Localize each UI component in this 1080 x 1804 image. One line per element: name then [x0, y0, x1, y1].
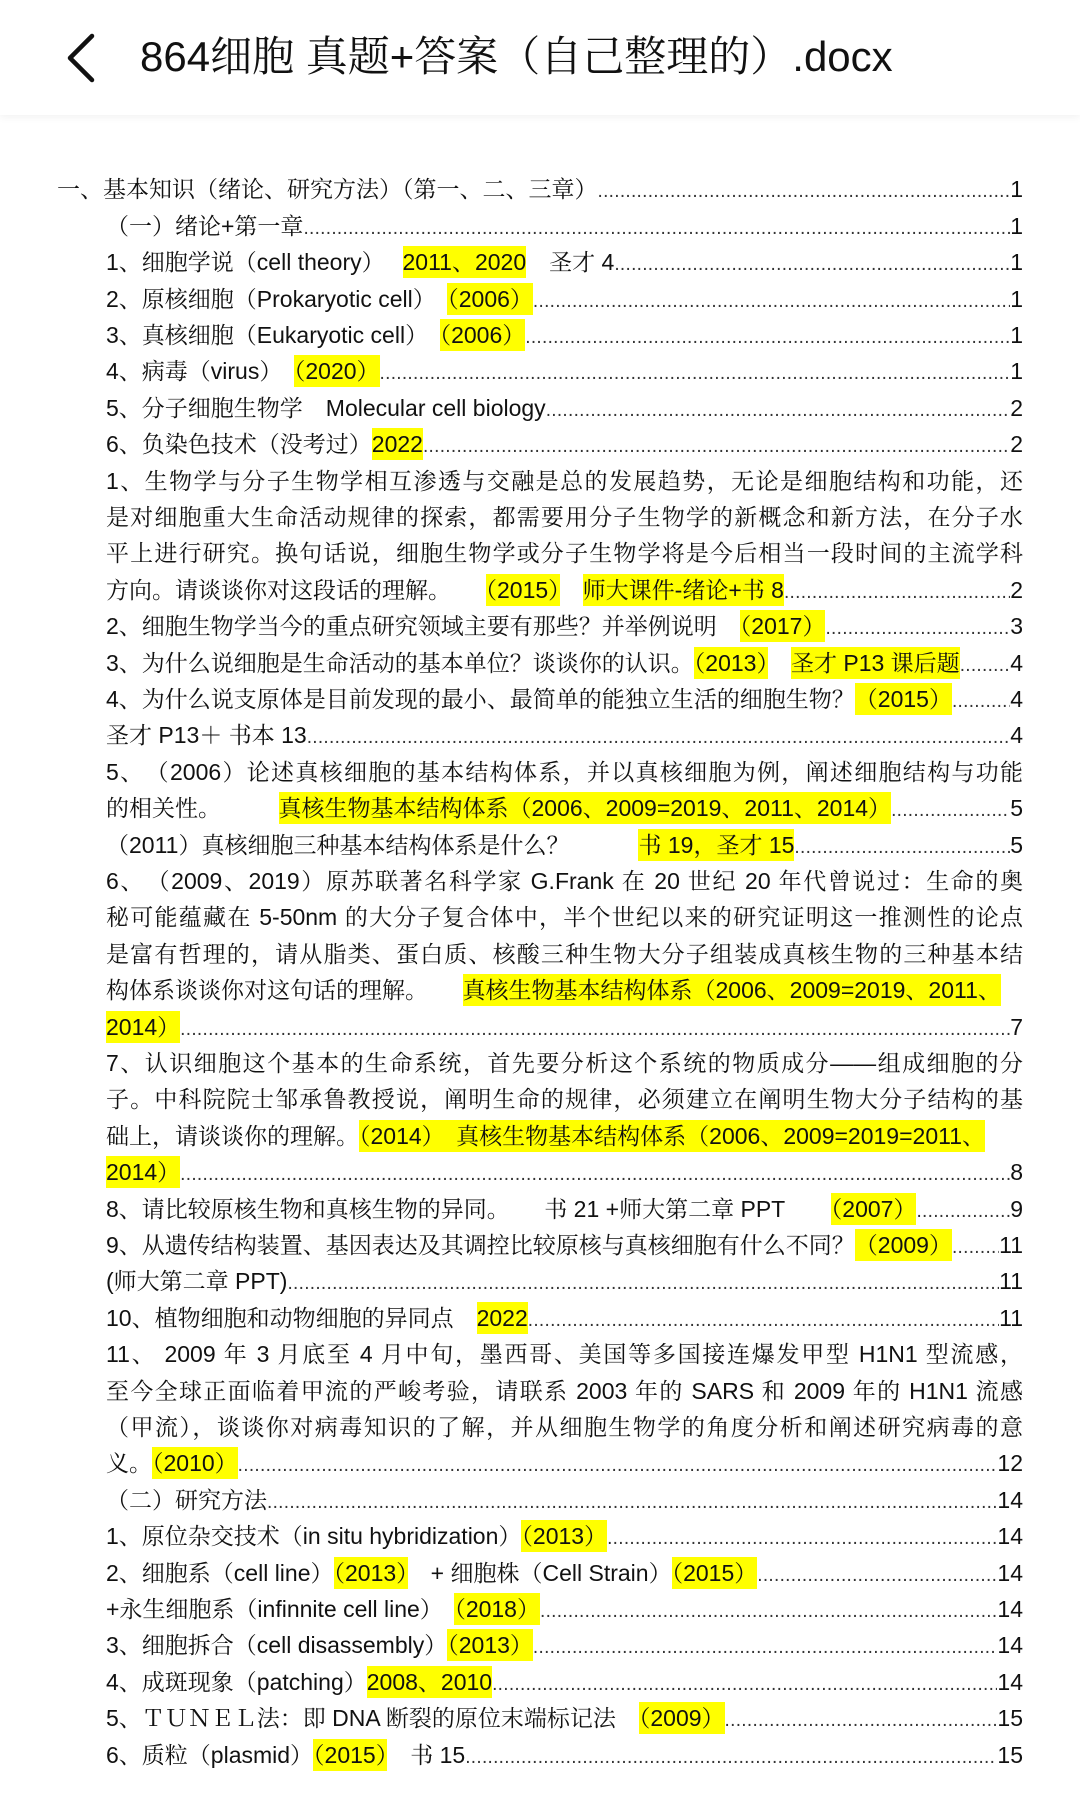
dot-leader: [891, 793, 1010, 826]
toc-entry-line: [106, 1627, 1023, 1663]
toc-entry-line: [106, 1555, 1023, 1591]
highlighted-text: （2013）: [694, 647, 768, 679]
paragraph-line: [106, 535, 1023, 571]
text-run: 构体系谈谈你对这句话的理解。: [106, 977, 463, 1004]
dot-leader: [540, 1594, 997, 1627]
text-run: 秘可能蕴藏在 5-50nm 的大分子复合体中，半个世纪以来的研究证明这一推测性的论点: [106, 904, 1023, 931]
page-number: 14: [997, 1486, 1023, 1513]
line-text: [106, 1555, 757, 1591]
line-text: [106, 1341, 1023, 1367]
text-run: [768, 650, 791, 676]
text-run: 4、病毒（virus）: [106, 358, 294, 385]
line-text: [57, 171, 598, 207]
line-text: [106, 390, 546, 426]
text-run: 3、真核细胞（Eukaryotic cell）: [106, 322, 440, 348]
highlighted-text: 书 19，圣才 15: [638, 829, 794, 861]
page-number: 4: [1010, 686, 1023, 712]
toc-entry-line: [106, 572, 1023, 608]
toc-entry-line: [106, 608, 1023, 644]
line-text: [106, 1445, 238, 1481]
text-run: 方向。请谈谈你对这段话的理解。: [106, 576, 486, 603]
page-number: 5: [1010, 795, 1023, 822]
dot-leader: [952, 684, 1010, 717]
dot-leader: [614, 247, 1010, 280]
toc-entry-line: [106, 1737, 1023, 1773]
text-run: 础上，请谈谈你的理解。: [106, 1122, 359, 1149]
page-number: 1: [1010, 322, 1023, 348]
page-number: 1: [1010, 212, 1023, 239]
highlighted-text: 2022: [372, 428, 423, 460]
dot-leader: [533, 284, 1010, 317]
page-number: 9: [1010, 1195, 1023, 1222]
page-number: 2: [1010, 394, 1023, 421]
page-number: 15: [997, 1741, 1023, 1768]
text-run: 子。中科院院士邹承鲁教授说，阐明生命的规律，必须建立在阐明生物大分子结构的基: [106, 1086, 1023, 1113]
highlighted-text: 师大课件-绪论+书 8: [583, 574, 784, 606]
page-number: 8: [1010, 1159, 1023, 1186]
toc-entry-line: [106, 1664, 1023, 1700]
line-text: [106, 608, 825, 644]
line-text: [106, 1482, 267, 1518]
toc-entry-line: [106, 827, 1023, 863]
highlighted-text: （2015）: [313, 1739, 387, 1771]
toc-entry-line: [106, 208, 1023, 244]
page-number: 14: [997, 1632, 1023, 1659]
highlighted-text: 圣才 P13 课后题: [791, 647, 960, 679]
line-text: [106, 941, 1023, 967]
dot-leader: [546, 393, 1011, 426]
text-run: 9、从遗传结构装置、基因表达及其调控比较原核与真核细胞有什么不同？: [106, 1232, 855, 1258]
toc-entry-line: [106, 1227, 1023, 1263]
highlighted-text: 真核生物基本结构体系（2006、2009=2019、2011、: [463, 974, 1001, 1006]
toc-entry-line: [106, 1300, 1023, 1336]
highlighted-text: （2010）: [152, 1447, 238, 1479]
page-number: 5: [1010, 831, 1023, 858]
toc-entry-line: [106, 390, 1023, 426]
text-run: +永生细胞系（infinnite cell line）: [106, 1596, 455, 1622]
dot-leader: [525, 320, 1010, 353]
text-run: （2011）真核细胞三种基本结构体系是什么？: [106, 831, 639, 858]
text-run: 11、 2009 年 3 月底至 4 月中旬，墨西哥、美国等多国接连爆发甲型 H1N1 型流感，: [106, 1341, 1023, 1368]
dot-leader: [952, 1230, 999, 1263]
dot-leader: [598, 174, 1011, 207]
paragraph-line: [106, 1081, 1023, 1117]
line-text: [106, 1518, 607, 1554]
line-text: [106, 1191, 916, 1227]
paragraph-line: [106, 1409, 1023, 1445]
highlighted-text: （2020）: [294, 355, 380, 387]
line-text: [106, 1120, 985, 1152]
dot-leader: [465, 1740, 997, 1773]
toc-entry-line: [106, 1482, 1023, 1518]
paragraph-line: [106, 936, 1023, 972]
paragraph-line: [106, 1373, 1023, 1409]
highlighted-text: （2009）: [855, 1229, 952, 1261]
line-text: [106, 1300, 528, 1336]
text-run: 5、分子细胞生物学 Molecular cell biology: [106, 394, 546, 421]
toc-entry-line: [106, 645, 1023, 681]
dot-leader: [287, 1266, 999, 1299]
text-run: 2、细胞系（cell line）: [106, 1559, 334, 1586]
app-header: [0, 0, 1080, 115]
line-text: [106, 1227, 952, 1263]
line-text: [106, 208, 303, 244]
text-run: 5、 （2006）论述真核细胞的基本结构体系，并以真核细胞为例，阐述细胞结构与功能: [106, 758, 1023, 785]
text-run: 1、原位杂交技术（in situ hybridization）: [106, 1523, 522, 1550]
toc-entry-line: [106, 317, 1023, 353]
line-text: [106, 790, 891, 826]
line-text: [106, 1700, 725, 1736]
toc-entry-line: [106, 244, 1023, 280]
page-number: 11: [999, 1268, 1023, 1295]
text-run: 6、 （2009、2019）原苏联著名科学家 G.Frank 在 20 世纪 20 年代曾说过：生命的奥: [106, 868, 1023, 894]
highlighted-text: （2013）: [334, 1557, 408, 1589]
toc-entry-line: [106, 1263, 1023, 1299]
text-run: 7、认识细胞这个基本的生命系统，首先要分析这个系统的物质成分——组成细胞的分: [106, 1050, 1023, 1076]
toc-entry-line: [106, 972, 1023, 1008]
line-text: [106, 317, 525, 353]
toc-entry-line: [106, 1118, 1023, 1154]
dot-leader: [492, 1667, 997, 1700]
page-number: 2: [1010, 576, 1023, 603]
line-text: [106, 1050, 1023, 1076]
highlighted-text: （2015）: [486, 574, 560, 606]
dot-leader: [533, 1630, 997, 1663]
toc-entry-line: [106, 1445, 1023, 1481]
highlighted-text: （2015）: [672, 1557, 758, 1589]
chevron-left-icon: [48, 22, 112, 94]
dot-leader: [725, 1703, 998, 1736]
toc-entry-line: [106, 1591, 1023, 1627]
text-run: (师大第二章 PPT): [106, 1268, 288, 1295]
page-number: 15: [997, 1705, 1023, 1732]
text-run: 圣才 4: [526, 249, 615, 276]
dot-leader: [528, 1303, 999, 1336]
line-text: [106, 504, 1023, 530]
text-run: 一、基本知识（绪论、研究方法）（第一、二、三章）: [57, 176, 598, 203]
text-run: 义。: [106, 1450, 152, 1477]
text-run: 1、细胞学说（cell theory）: [106, 249, 403, 276]
text-run: 1、生物学与分子生物学相互渗透与交融是总的发展趋势，无论是细胞结构和功能，还: [106, 467, 1023, 494]
page-number: 1: [1010, 285, 1023, 312]
highlighted-text: （2014） 真核生物基本结构体系（2006、2009=2019=2011、: [359, 1120, 985, 1152]
line-text: [106, 645, 960, 681]
line-text: [106, 974, 1001, 1006]
text-run: 书 15: [387, 1741, 466, 1768]
highlighted-text: 2022: [477, 1302, 528, 1334]
highlighted-text: （2013）: [521, 1520, 607, 1552]
page-number: 12: [997, 1450, 1023, 1477]
highlighted-text: （2006）: [447, 283, 533, 315]
text-run: 4、为什么说支原体是目前发现的最小、最简单的能独立生活的细胞生物？: [106, 686, 855, 712]
highlighted-text: （2006）: [440, 319, 526, 351]
dot-leader: [267, 1485, 997, 1518]
highlighted-text: 2014）: [106, 1156, 180, 1188]
text-run: 的相关性。: [106, 795, 279, 822]
toc-entry-line: [106, 717, 1023, 753]
line-text: [106, 1154, 180, 1190]
dot-leader: [825, 611, 1010, 644]
dot-leader: [238, 1448, 998, 1481]
line-text: [106, 540, 1023, 566]
page-number: 1: [1010, 176, 1023, 203]
line-text: [106, 717, 307, 753]
highlighted-text: （2007）: [831, 1193, 917, 1225]
dot-leader: [784, 575, 1010, 608]
text-run: （一）绪论+第一章: [106, 212, 304, 239]
line-text: [106, 281, 533, 317]
dot-leader: [180, 1157, 1010, 1190]
toc-entry-line: [106, 1009, 1023, 1045]
line-text: [106, 1086, 1023, 1112]
text-run: 是对细胞重大生命活动规律的探索，都需要用分子生物学的新概念和新方法，在分子水: [106, 504, 1023, 530]
highlighted-text: 2014）: [106, 1011, 180, 1043]
text-run: 6、负染色技术（没考过）: [106, 431, 372, 458]
text-run: 平上进行研究。换句话说，细胞生物学或分子生物学将是今后相当一段时间的主流学科: [106, 540, 1023, 567]
line-text: [106, 759, 1023, 785]
paragraph-line: [106, 754, 1023, 790]
dot-leader: [916, 1194, 1010, 1227]
line-text: [106, 904, 1023, 930]
line-text: [106, 1009, 180, 1045]
highlighted-text: （2018）: [454, 1593, 540, 1625]
dot-leader: [757, 1558, 997, 1591]
toc-entry-line: [106, 1518, 1023, 1554]
paragraph-line: [106, 463, 1023, 499]
line-text: [106, 244, 614, 280]
toc-entry-line: [106, 281, 1023, 317]
highlighted-text: （2013）: [447, 1629, 533, 1661]
text-run: 3、细胞拆合（cell disassembly）: [106, 1632, 448, 1659]
dot-leader: [960, 648, 1011, 681]
line-text: [106, 1414, 1023, 1440]
line-text: [106, 827, 794, 863]
paragraph-line: [106, 863, 1023, 899]
text-run: + 细胞株（Cell Strain）: [407, 1559, 672, 1586]
highlighted-text: （2017）: [740, 610, 826, 642]
back-button[interactable]: [48, 22, 112, 94]
toc-entry-line: [106, 1700, 1023, 1736]
page-number: 14: [997, 1596, 1023, 1622]
line-text: [106, 468, 1023, 494]
line-text: [106, 353, 380, 389]
line-text: [106, 868, 1023, 894]
text-run: 2、细胞生物学当今的重点研究领域主要有那些？并举例说明: [106, 613, 740, 640]
text-run: 圣才 P13＋ 书本 13: [106, 722, 307, 749]
highlighted-text: （2015）: [855, 683, 952, 715]
paragraph-line: [106, 1045, 1023, 1081]
line-text: [106, 1664, 492, 1700]
line-text: [106, 572, 784, 608]
text-run: 5、ＴＵＮＥＬ法：即 DNA 断裂的原位末端标记法: [106, 1705, 639, 1732]
page-number: 2: [1010, 431, 1023, 458]
page-number: 4: [1010, 649, 1023, 676]
dot-leader: [303, 211, 1010, 244]
toc-entry-line: [106, 353, 1023, 389]
toc-entry-line: [106, 1154, 1023, 1190]
toc-heading-line: [57, 171, 1023, 207]
page-number: 11: [999, 1304, 1023, 1331]
line-text: [106, 1737, 465, 1773]
page-number: 14: [997, 1668, 1023, 1695]
page-number: 11: [999, 1232, 1023, 1258]
toc-entry-line: [106, 681, 1023, 717]
page-number: 1: [1010, 249, 1023, 276]
text-run: 2、原核细胞（Prokaryotic cell）: [106, 285, 448, 312]
dot-leader: [307, 720, 1011, 753]
paragraph-line: [106, 899, 1023, 935]
line-text: [106, 426, 423, 462]
line-text: [106, 681, 952, 717]
dot-leader: [794, 830, 1010, 863]
page-number: 1: [1010, 358, 1023, 385]
document-title: 864细胞 真题+答案（自己整理的）.docx: [140, 33, 893, 80]
highlighted-text: 2008、2010: [367, 1666, 492, 1698]
highlighted-text: 真核生物基本结构体系（2006、2009=2019、2011、2014）: [279, 792, 892, 824]
text-run: 10、植物细胞和动物细胞的异同点: [106, 1304, 477, 1331]
text-run: （甲流），谈谈你对病毒知识的了解，并从细胞生物学的角度分析和阐述研究病毒的意: [106, 1414, 1023, 1440]
page-number: 4: [1010, 722, 1023, 749]
toc-entry-line: [106, 426, 1023, 462]
text-run: [560, 577, 583, 603]
toc-entry-line: [106, 790, 1023, 826]
dot-leader: [380, 356, 1011, 389]
highlighted-text: 2011、2020: [403, 246, 527, 278]
page-number: 14: [997, 1523, 1023, 1550]
line-text: [106, 1627, 533, 1663]
paragraph-line: [106, 499, 1023, 535]
paragraph-line: [106, 1336, 1023, 1372]
dot-leader: [607, 1521, 997, 1554]
page-number: 3: [1010, 613, 1023, 640]
text-run: 8、请比较原核生物和真核生物的异同。 书 21 +师大第二章 PPT: [106, 1195, 831, 1222]
text-run: （二）研究方法: [106, 1486, 267, 1513]
text-run: 4、成斑现象（patching）: [106, 1668, 367, 1695]
text-run: 是富有哲理的，请从脂类、蛋白质、核酸三种生物大分子组装成真核生物的三种基本结: [106, 940, 1023, 967]
line-text: [106, 1263, 287, 1299]
toc-entry-line: [106, 1191, 1023, 1227]
page-number: 7: [1010, 1013, 1023, 1040]
line-text: [106, 1591, 540, 1627]
text-run: 6、质粒（plasmid）: [106, 1741, 314, 1768]
text-run: 3、为什么说细胞是生命活动的基本单位？谈谈你的认识。: [106, 649, 694, 676]
highlighted-text: （2009）: [639, 1702, 725, 1734]
dot-leader: [423, 429, 1010, 462]
text-run: 至今全球正面临着甲流的严峻考验，请联系 2003 年的 SARS 和 2009 年的 H1N1 流感: [106, 1377, 1023, 1404]
line-text: [106, 1378, 1023, 1404]
page-number: 14: [997, 1559, 1023, 1586]
dot-leader: [180, 1012, 1010, 1045]
